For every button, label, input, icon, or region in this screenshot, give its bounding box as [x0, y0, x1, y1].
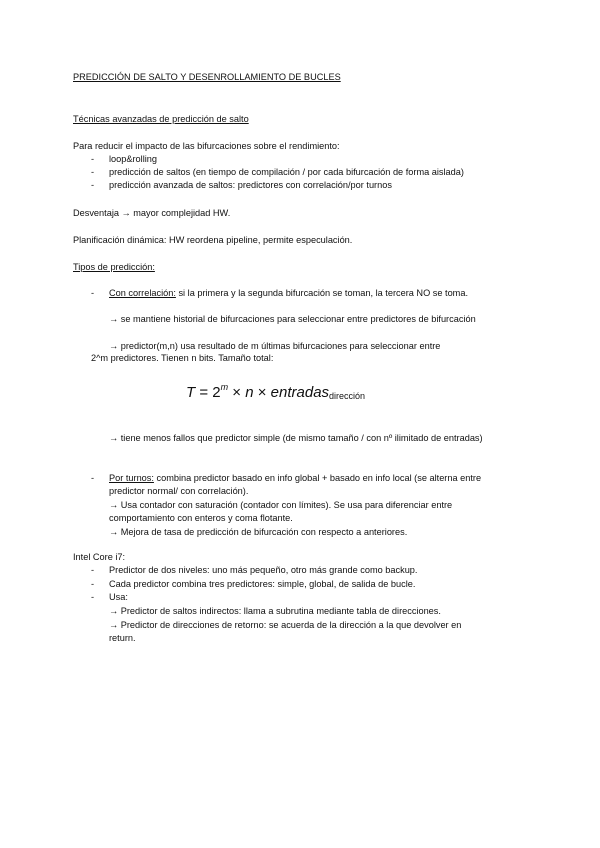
bullet-marker: - — [91, 167, 95, 177]
disadvantage-line: Desventaja → mayor complejidad HW. — [73, 208, 231, 218]
correlation-note: → tiene menos fallos que predictor simple (de mismo tamaño / con nº ilimitado de entradas) — [109, 433, 483, 443]
correlation-note: → se mantiene historial de bifurcaciones para seleccionar entre predictores de bifurcación — [109, 314, 476, 324]
list-item: loop&rolling — [109, 154, 158, 164]
bullet-marker: - — [91, 592, 95, 602]
bullet-marker: - — [91, 565, 95, 575]
list-item: Predictor de dos niveles: uno más pequeño, otro más grande como backup. — [109, 565, 418, 575]
section-heading-prediction-types: Tipos de predicción: — [73, 262, 155, 272]
bullet-marker: - — [91, 180, 95, 190]
turns-note: → Mejora de tasa de predicción de bifurcación con respecto a anteriores. — [109, 527, 408, 537]
correlation-label: Con correlación: — [109, 288, 176, 298]
section-heading-intel: Intel Core i7: — [73, 552, 126, 562]
turns-item — [109, 472, 481, 484]
correlation-note: → predictor(m,n) usa resultado de m últimas bifurcaciones para seleccionar entre — [109, 341, 441, 351]
bullet-marker: - — [91, 154, 95, 164]
section-heading-techniques: Técnicas avanzadas de predicción de salto — [73, 114, 249, 124]
correlation-item — [109, 287, 468, 299]
turns-note: → Usa contador con saturación (contador con límites). Se usa para diferenciar entre — [109, 500, 453, 510]
list-item: predicción avanzada de saltos: predictores con correlación/por turnos — [109, 180, 392, 190]
correlation-note: 2^m predictores. Tienen n bits. Tamaño total: — [91, 353, 274, 363]
list-item: Usa: — [109, 592, 128, 602]
turns-note: comportamiento con enteros y coma flotante. — [109, 513, 293, 523]
intel-sub-note: → Predictor de direcciones de retorno: se acuerda de la dirección a la que devolver en — [109, 620, 462, 630]
dynamic-scheduling-line: Planificación dinámica: HW reordena pipeline, permite especulación. — [73, 235, 353, 245]
turns-label: Por turnos: — [109, 473, 154, 483]
list-item: predicción de saltos (en tiempo de compilación / por cada bifurcación de forma aislada) — [109, 167, 464, 177]
bullet-marker: - — [91, 473, 95, 483]
correlation-text: si la primera y la segunda bifurcación se toman, la tercera NO se toma. — [175, 288, 468, 298]
intel-sub-note: return. — [109, 633, 136, 643]
total-size-formula: $T = 2^m \times n$ × entradas$_{dirección}$ — [186, 382, 366, 401]
bullet-marker: - — [91, 579, 95, 589]
turns-text: combina predictor basado en info global + basado en info local (se alterna entre — [153, 473, 482, 483]
document-title: PREDICCIÓN DE SALTO Y DESENROLLAMIENTO DE BUCLES — [73, 72, 341, 82]
list-item: Cada predictor combina tres predictores: simple, global, de salida de bucle. — [109, 579, 416, 589]
turns-text-continued: predictor normal/ con correlación). — [109, 486, 249, 496]
intel-sub-note: → Predictor de saltos indirectos: llama a subrutina mediante tabla de direcciones. — [109, 606, 441, 616]
bullet-marker: - — [91, 288, 95, 298]
intro-paragraph: Para reducir el impacto de las bifurcaciones sobre el rendimiento: — [73, 141, 340, 151]
